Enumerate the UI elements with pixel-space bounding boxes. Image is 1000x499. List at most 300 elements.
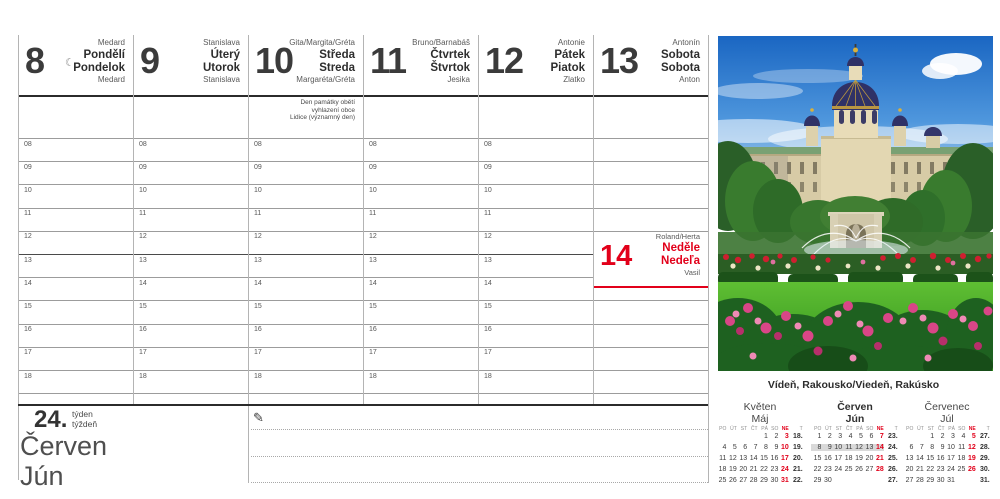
hour-label: 10 xyxy=(369,186,377,194)
minical-day-cell: 9 xyxy=(940,443,945,451)
minical-week-row xyxy=(903,433,991,444)
minical-day-cell: 27 xyxy=(905,476,914,484)
minical-červenec xyxy=(903,402,991,487)
hour-label: 11 xyxy=(369,210,377,218)
day-header-names xyxy=(289,38,355,85)
hour-line xyxy=(19,300,133,301)
minical-day-cell: 10 xyxy=(780,443,789,451)
hour-label: 18 xyxy=(139,372,147,380)
minical-day-cell: 18 xyxy=(718,465,727,473)
minical-day-cell: 13 xyxy=(739,454,748,462)
hour-line xyxy=(364,184,478,185)
hour-line xyxy=(594,300,708,301)
hour-label: 10 xyxy=(24,186,32,194)
minical-day-cell: 8 xyxy=(930,443,935,451)
nameday-top: Gita/Margita/Gréta xyxy=(289,38,355,47)
day-header-names xyxy=(73,38,125,85)
hour-line xyxy=(594,138,708,139)
day-number: 12 xyxy=(485,40,524,81)
minical-day-cell: 12 xyxy=(967,443,976,451)
hour-label: 11 xyxy=(139,210,147,218)
minical-day-cell: 16 xyxy=(823,454,832,462)
minical-day-cell: 2 xyxy=(940,433,945,440)
header-underline xyxy=(594,95,708,97)
minical-week-row xyxy=(811,455,899,466)
hour-line xyxy=(594,370,708,371)
day-number: 11 xyxy=(370,40,407,81)
hour-line xyxy=(479,208,593,209)
minical-day-cell: 20 xyxy=(905,465,914,473)
minical-day-cell: 11 xyxy=(958,443,966,451)
hour-line xyxy=(479,324,593,325)
hour-label: 18 xyxy=(24,372,32,380)
minical-day-cell: 26 xyxy=(855,465,863,473)
hour-line xyxy=(134,184,248,185)
minical-day-cell: 27 xyxy=(865,465,874,473)
holiday-note-line: Den památky obětí xyxy=(300,99,355,106)
minical-day-cell: 24 xyxy=(834,465,843,473)
minical-day-cell: 10 xyxy=(947,443,955,451)
hour-line xyxy=(479,370,593,371)
minical-week-row xyxy=(903,444,991,455)
minical-weekday-label: NE xyxy=(781,426,789,432)
minical-weekday-label: PO xyxy=(814,426,822,432)
nameday-top: Medard xyxy=(97,38,125,47)
day-column-9 xyxy=(133,0,248,499)
minical-day-cell: 5 xyxy=(859,433,863,440)
notes-line xyxy=(251,456,708,457)
day-number: 10 xyxy=(255,40,294,81)
minical-day-cell: 22 xyxy=(926,465,935,473)
minical-day-cell: 7 xyxy=(919,443,924,451)
notes-line xyxy=(251,429,708,430)
minical-week-number: 22. xyxy=(793,476,803,484)
day-name-cz: Pondělí xyxy=(83,48,125,61)
hour-line xyxy=(134,161,248,162)
minical-week-row xyxy=(716,444,804,455)
hour-line xyxy=(134,324,248,325)
hour-line xyxy=(19,208,133,209)
hour-line xyxy=(364,300,478,301)
hour-line xyxy=(364,138,478,139)
hour-line xyxy=(134,370,248,371)
minical-week-row xyxy=(811,433,899,444)
hour-line xyxy=(364,393,478,394)
minical-day-cell: 22 xyxy=(760,465,768,473)
minical-day-cell: 29 xyxy=(926,476,935,484)
header-underline xyxy=(364,95,478,97)
nameday-top: Antonie xyxy=(557,38,585,47)
minical-weekday-label: SO xyxy=(771,426,779,432)
minical-weekday-label: NE xyxy=(968,426,976,432)
week-word-sk: týždeň xyxy=(72,418,98,429)
minical-weekday-label: NE xyxy=(876,426,884,432)
hour-label: 15 xyxy=(24,302,32,310)
nameday-bottom: Zlatko xyxy=(563,74,585,84)
notes-line xyxy=(251,482,708,483)
hour-label: 08 xyxy=(139,140,147,148)
minical-weekday-label: ČT xyxy=(845,426,853,432)
minical-day-cell: 3 xyxy=(951,433,955,440)
minical-week-number: 26. xyxy=(888,465,898,473)
hour-label: 09 xyxy=(139,163,147,171)
hour-line xyxy=(479,138,593,139)
hour-line xyxy=(479,231,593,232)
day-name-sk: Štvrtok xyxy=(430,61,470,74)
hour-line xyxy=(479,393,593,394)
minical-week-number: 21. xyxy=(793,465,803,473)
nameday-bottom: Margaréta/Gréta xyxy=(296,74,355,84)
hour-label: 12 xyxy=(254,233,262,241)
hour-line xyxy=(134,393,248,394)
minical-day-cell: 4 xyxy=(961,433,966,440)
hour-line xyxy=(19,184,133,185)
hour-label: 17 xyxy=(484,349,492,357)
minical-weekday-header xyxy=(811,426,899,433)
minical-day-cell: 2 xyxy=(774,433,779,440)
day-name-cz: Sobota xyxy=(661,48,700,61)
hour-label: 17 xyxy=(139,349,147,357)
pencil-icon: ✎ xyxy=(253,410,264,425)
month-name-cz: Červen xyxy=(20,431,108,461)
minical-weekday-label: SO xyxy=(958,426,966,432)
vienna-photo xyxy=(718,36,993,371)
minical-day-cell: 28 xyxy=(749,476,758,484)
minical-day-cell: 11 xyxy=(842,444,852,451)
hour-label: 16 xyxy=(254,326,262,334)
minical-květen xyxy=(716,402,804,487)
minical-day-cell: 23 xyxy=(823,465,832,473)
minical-day-cell: 12 xyxy=(728,454,737,462)
holiday-note-line: Lidice (významný den) xyxy=(289,114,355,121)
hour-line xyxy=(249,161,363,162)
minical-day-cell: 21 xyxy=(749,465,758,473)
hour-line xyxy=(594,161,708,162)
minical-week-row xyxy=(716,466,804,477)
day-name-sk: Streda xyxy=(319,61,355,74)
minical-day-cell: 20 xyxy=(739,465,748,473)
week-word-cz: týden xyxy=(72,409,93,419)
minical-weekday-label: T xyxy=(799,426,803,432)
minical-day-cell: 30 xyxy=(770,476,779,484)
minical-day-cell: 8 xyxy=(811,444,821,451)
hour-line xyxy=(249,138,363,139)
vienna-photo-illustration xyxy=(718,36,993,371)
minical-day-cell: 15 xyxy=(926,454,935,462)
minical-weekday-header xyxy=(716,426,804,433)
hour-label: 17 xyxy=(24,349,32,357)
minical-day-cell: 19 xyxy=(728,465,737,473)
hour-line xyxy=(249,184,363,185)
minical-weekday-label: ÚT xyxy=(825,426,832,432)
minical-weekday-label: ST xyxy=(835,426,843,432)
minical-day-cell: 31 xyxy=(947,476,955,484)
hour-line xyxy=(249,300,363,301)
hour-line xyxy=(19,231,133,232)
day-name-sk: Utorok xyxy=(202,61,240,74)
hour-label: 17 xyxy=(254,349,262,357)
minical-day-cell: 29 xyxy=(760,476,768,484)
minical-day-cell: 20 xyxy=(865,454,874,462)
hour-line xyxy=(19,161,133,162)
hour-label: 13 xyxy=(139,256,147,264)
moon-phase-icon: ☾ xyxy=(65,57,75,69)
minical-day-cell: 1 xyxy=(764,433,768,440)
hour-line xyxy=(19,138,133,139)
hour-line xyxy=(19,324,133,325)
nameday-bottom: Jesika xyxy=(447,74,470,84)
hour-label: 10 xyxy=(254,186,262,194)
header-underline xyxy=(249,95,363,97)
sunday-underline xyxy=(594,286,708,288)
hour-label: 15 xyxy=(484,302,492,310)
hour-label: 16 xyxy=(369,326,377,334)
hour-line xyxy=(19,393,133,394)
sunday-nameday-top: Roland/Herta xyxy=(655,232,700,241)
minical-week-number: 29. xyxy=(980,454,990,462)
minical-weekday-label: PÁ xyxy=(856,426,863,432)
minical-week-row xyxy=(716,433,804,444)
hour-label: 11 xyxy=(484,210,492,218)
hour-line xyxy=(479,161,593,162)
minical-week-number: 30. xyxy=(980,465,990,473)
minical-day-cell: 28 xyxy=(875,465,884,473)
hour-line xyxy=(594,393,708,394)
minical-day-cell: 21 xyxy=(875,454,884,462)
day-header-names xyxy=(550,38,585,85)
minical-week-number: 31. xyxy=(980,476,990,484)
nameday-bottom: Anton xyxy=(679,74,700,84)
minical-day-cell: 10 xyxy=(832,444,842,451)
minical-day-cell: 17 xyxy=(780,454,789,462)
nameday-bottom: Stanislava xyxy=(203,74,240,84)
hour-line xyxy=(19,254,133,255)
minical-day-cell: 25 xyxy=(957,465,966,473)
hour-line xyxy=(249,347,363,348)
sunday-name-sk: Nedeľa xyxy=(661,254,700,267)
minical-weekday-label: PO xyxy=(906,426,914,432)
day-header-names xyxy=(203,38,240,85)
hour-line xyxy=(364,370,478,371)
minical-day-cell: 2 xyxy=(827,433,832,440)
minical-day-cell: 22 xyxy=(813,465,822,473)
minical-day-cell: 4 xyxy=(848,433,853,440)
hour-label: 18 xyxy=(484,372,492,380)
day-column-13 xyxy=(593,0,708,499)
nameday-top: Antonín xyxy=(672,38,700,47)
minical-week-number: 27. xyxy=(888,476,898,484)
day-column-10 xyxy=(248,0,363,499)
hour-label: 12 xyxy=(484,233,492,241)
hour-label: 08 xyxy=(24,140,32,148)
header-underline xyxy=(19,95,133,97)
hour-label: 14 xyxy=(24,279,32,287)
minical-day-cell: 17 xyxy=(947,454,955,462)
minical-day-cell: 19 xyxy=(855,454,863,462)
hour-label: 08 xyxy=(254,140,262,148)
minical-week-number: 24. xyxy=(888,443,898,451)
hour-label: 11 xyxy=(24,210,32,218)
minical-week-row xyxy=(716,477,804,488)
hour-line xyxy=(249,231,363,232)
hour-label: 13 xyxy=(254,256,262,264)
hour-line xyxy=(19,347,133,348)
hour-label: 09 xyxy=(484,163,492,171)
minical-day-cell: 9 xyxy=(774,443,779,451)
minical-weekday-label: PÁ xyxy=(761,426,768,432)
month-name-sk: Jún xyxy=(20,461,64,491)
minical-weekday-label: PÁ xyxy=(948,426,955,432)
minical-day-cell: 18 xyxy=(957,454,966,462)
minical-day-cell: 25 xyxy=(718,476,727,484)
minical-weekday-label: ST xyxy=(927,426,935,432)
hour-line xyxy=(594,184,708,185)
minical-day-cell: 6 xyxy=(869,433,874,440)
minical-day-cell: 7 xyxy=(753,443,758,451)
minical-day-cell: 7 xyxy=(879,433,884,440)
hour-line xyxy=(364,231,478,232)
minical-day-cell: 15 xyxy=(760,454,768,462)
minical-week-row xyxy=(903,477,991,488)
minical-day-cell: 16 xyxy=(936,454,945,462)
day-column-11 xyxy=(363,0,478,499)
holiday-note xyxy=(290,99,355,122)
hour-label: 08 xyxy=(484,140,492,148)
minical-week-row xyxy=(903,466,991,477)
hour-label: 12 xyxy=(369,233,377,241)
minical-week-number: 18. xyxy=(793,433,803,440)
minical-day-cell: 13 xyxy=(863,444,873,451)
minical-weekday-label: PO xyxy=(719,426,727,432)
week-number: 24. xyxy=(34,406,68,433)
minical-title-sk: Jún xyxy=(845,412,865,425)
hour-label: 13 xyxy=(484,256,492,264)
hour-label: 14 xyxy=(484,279,492,287)
sunday-number: 14 xyxy=(600,240,633,272)
minical-week-number: 25. xyxy=(888,454,898,462)
day-column-12 xyxy=(478,0,593,499)
hour-line xyxy=(249,393,363,394)
hour-line xyxy=(364,324,478,325)
minical-weekday-label: SO xyxy=(866,426,874,432)
hour-label: 10 xyxy=(139,186,147,194)
minical-week-number: 23. xyxy=(888,433,898,440)
hour-label: 14 xyxy=(139,279,147,287)
notes-right-divider xyxy=(708,404,709,483)
minical-weekday-label: T xyxy=(986,426,990,432)
hour-line xyxy=(479,347,593,348)
column-divider xyxy=(708,35,709,404)
day-header-names xyxy=(412,38,470,85)
nameday-top: Bruno/Barnabáš xyxy=(412,38,470,47)
hour-line xyxy=(364,254,478,255)
hour-label: 09 xyxy=(24,163,32,171)
hour-line xyxy=(19,277,133,278)
minical-day-cell: 30 xyxy=(823,476,832,484)
minical-day-cell: 1 xyxy=(817,433,822,440)
minical-day-cell: 31 xyxy=(780,476,789,484)
hour-label: 16 xyxy=(484,326,492,334)
hour-line xyxy=(364,347,478,348)
hour-line xyxy=(594,208,708,209)
minical-title-sk: Júl xyxy=(940,412,954,425)
hour-label: 10 xyxy=(484,186,492,194)
minical-day-cell: 18 xyxy=(844,454,853,462)
sunday-name-cz: Neděle xyxy=(662,241,700,254)
day-number: 13 xyxy=(600,40,639,81)
hour-line xyxy=(594,347,708,348)
minical-day-cell: 6 xyxy=(743,443,748,451)
hour-line xyxy=(134,208,248,209)
hour-label: 16 xyxy=(139,326,147,334)
minical-day-cell: 1 xyxy=(930,433,935,440)
header-underline xyxy=(479,95,593,97)
hour-label: 13 xyxy=(24,256,32,264)
minical-weekday-label: ÚT xyxy=(917,426,924,432)
minical-day-cell: 16 xyxy=(770,454,779,462)
day-name-cz: Úterý xyxy=(210,48,240,61)
hour-label: 11 xyxy=(254,210,262,218)
minical-day-cell: 13 xyxy=(905,454,914,462)
hour-line xyxy=(134,277,248,278)
hour-label: 14 xyxy=(369,279,377,287)
minical-week-row xyxy=(903,455,991,466)
day-header-names xyxy=(661,38,700,85)
minical-day-cell: 28 xyxy=(915,476,924,484)
hour-line xyxy=(249,254,363,255)
hour-line xyxy=(479,277,593,278)
day-name-cz: Pátek xyxy=(554,48,585,61)
day-name-cz: Středa xyxy=(319,48,355,61)
hour-line xyxy=(594,324,708,325)
hour-label: 13 xyxy=(369,256,377,264)
minical-week-number: 19. xyxy=(793,443,803,451)
minical-week-row xyxy=(811,444,899,455)
hour-line xyxy=(364,208,478,209)
minical-day-cell: 25 xyxy=(844,465,853,473)
hour-line xyxy=(364,161,478,162)
minical-day-cell: 24 xyxy=(780,465,789,473)
hour-line xyxy=(479,300,593,301)
hour-label: 17 xyxy=(369,349,377,357)
day-number: 9 xyxy=(140,40,160,81)
hour-label: 09 xyxy=(369,163,377,171)
minical-day-cell: 15 xyxy=(813,454,822,462)
minical-title-sk: Máj xyxy=(751,412,769,425)
minical-week-row xyxy=(811,477,899,488)
minical-day-cell: 14 xyxy=(749,454,758,462)
minical-červen xyxy=(811,402,899,487)
minical-day-cell: 14 xyxy=(873,444,883,451)
hour-line xyxy=(249,208,363,209)
minical-day-cell: 23 xyxy=(936,465,945,473)
hour-label: 15 xyxy=(139,302,147,310)
minical-week-number: 20. xyxy=(793,454,803,462)
hour-label: 15 xyxy=(369,302,377,310)
day-name-cz: Čtvrtek xyxy=(430,48,470,61)
hour-line xyxy=(134,254,248,255)
minical-day-cell: 24 xyxy=(947,465,955,473)
hour-line xyxy=(479,254,593,255)
minical-day-cell: 8 xyxy=(764,443,768,451)
hour-label: 14 xyxy=(254,279,262,287)
minical-day-cell: 5 xyxy=(971,433,976,440)
sunday-nameday-bottom: Vasil xyxy=(684,267,700,277)
hour-label: 16 xyxy=(24,326,32,334)
minical-day-cell: 26 xyxy=(967,465,976,473)
minical-week-number: 27. xyxy=(980,433,990,440)
minical-weekday-label: ST xyxy=(740,426,748,432)
